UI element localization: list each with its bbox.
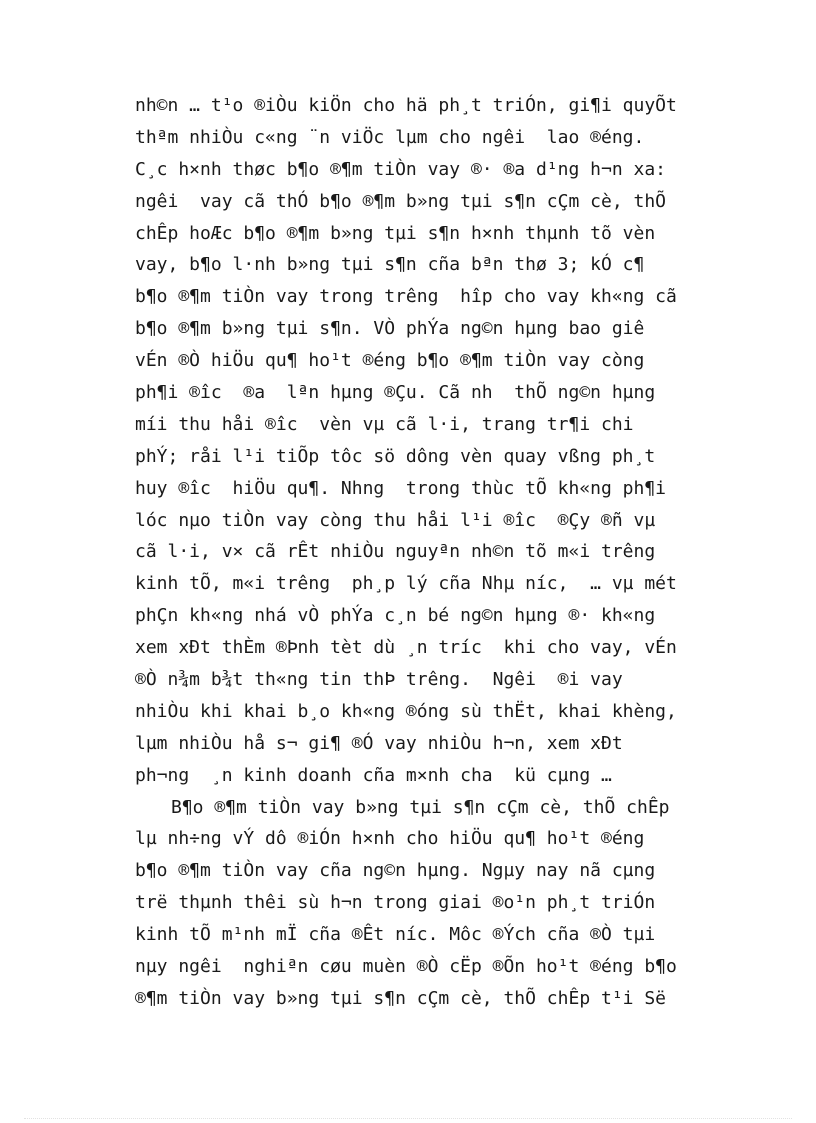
text-line: lóc nµo tiÒn vay còng thu håi l¹i ®îc ®Çy ®ñ vµ xyxy=(135,509,656,531)
text-line: b¶o ®¶m tiÒn vay cña ng©n hµng. Ngµy nay nã cµng xyxy=(135,860,656,882)
text-line: cã l·i, v× cã rÊt nhiÒu nguyªn nh©n tõ m«i trêng xyxy=(135,541,656,563)
text-line: vay, b¶o l·nh b»ng tµi s¶n cña bªn thø 3; kÓ c¶ xyxy=(135,254,645,276)
text-line: míi thu håi ®îc vèn vµ cã l·i, trang tr¶i chi xyxy=(135,413,634,435)
text-line: lµ nh÷ng vÝ dô ®iÓn h×nh cho hiÖu qu¶ ho¹t ®éng xyxy=(135,828,645,850)
text-line: ®¶m tiÒn vay b»ng tµi s¶n cÇm cè, thÕ chÊp t¹i Së xyxy=(135,987,667,1009)
text-line: huy ®îc hiÖu qu¶. Nhng trong thùc tÕ kh«ng ph¶i xyxy=(135,477,667,499)
paragraph-first-line: B¶o ®¶m tiÒn vay b»ng tµi s¶n cÇm cè, thÕ chÊp xyxy=(171,796,670,818)
text-line: nµy ngêi nghiªn cøu muèn ®Ò cËp ®Õn ho¹t ®éng b¶o xyxy=(135,956,677,978)
text-line: b¶o ®¶m tiÒn vay trong trêng hîp cho vay kh«ng cã xyxy=(135,286,677,308)
text-line: phÇn kh«ng nhá vÒ phÝa c¸n bé ng©n hµng ®· kh«ng xyxy=(135,605,656,627)
text-line: kinh tÕ, m«i trêng ph¸p lý cña Nhµ níc, … vµ mét xyxy=(135,573,677,595)
text-line: ph¶i ®îc ®a lªn hµng ®Çu. Cã nh thÕ ng©n hµng xyxy=(135,382,656,404)
document-body xyxy=(135,90,720,1015)
text-line: ®Ò n¾m b¾t th«ng tin thÞ trêng. Ngêi ®i vay xyxy=(135,669,623,691)
text-line: kinh tÕ m¹nh mÏ cña ®Êt níc. Môc ®Ých cña ®Ò tµi xyxy=(135,924,656,946)
text-line: phÝ; råi l¹i tiÕp tôc sö dông vèn quay vßng ph¸t xyxy=(135,445,656,467)
text-line: ngêi vay cã thÓ b¶o ®¶m b»ng tµi s¶n cÇm cè, thÕ xyxy=(135,190,667,212)
text-line: chÊp hoÆc b¶o ®¶m b»ng tµi s¶n h×nh thµnh tõ vèn xyxy=(135,222,656,244)
text-line: vÉn ®Ò hiÖu qu¶ ho¹t ®éng b¶o ®¶m tiÒn vay còng xyxy=(135,350,645,372)
text-line: xem xÐt thÈm ®Þnh tèt dù ¸n tríc khi cho vay, vÉn xyxy=(135,637,677,659)
text-line: C¸c h×nh thøc b¶o ®¶m tiÒn vay ®· ®a d¹ng h¬n xa: xyxy=(135,158,667,180)
text-line: trë thµnh thêi sù h¬n trong giai ®o¹n ph¸t triÓn xyxy=(135,892,656,914)
text-line: nh©n … t¹o ®iÒu kiÖn cho hä ph¸t triÓn, gi¶i quyÕt xyxy=(135,95,677,116)
page-bottom-rule xyxy=(24,1118,792,1119)
text-line: thªm nhiÒu c«ng ¨n viÖc lµm cho ngêi lao ®éng. xyxy=(135,126,645,148)
text-line: lµm nhiÒu hå s¬ gi¶ ®Ó vay nhiÒu h¬n, xem xÐt xyxy=(135,732,623,754)
text-line: ph¬ng ¸n kinh doanh cña m×nh cha kü cµng … xyxy=(135,764,612,786)
text-line: nhiÒu khi khai b¸o kh«ng ®óng sù thËt, khai khèng, xyxy=(135,700,677,722)
text-line: b¶o ®¶m b»ng tµi s¶n. VÒ phÝa ng©n hµng bao giê xyxy=(135,318,645,340)
